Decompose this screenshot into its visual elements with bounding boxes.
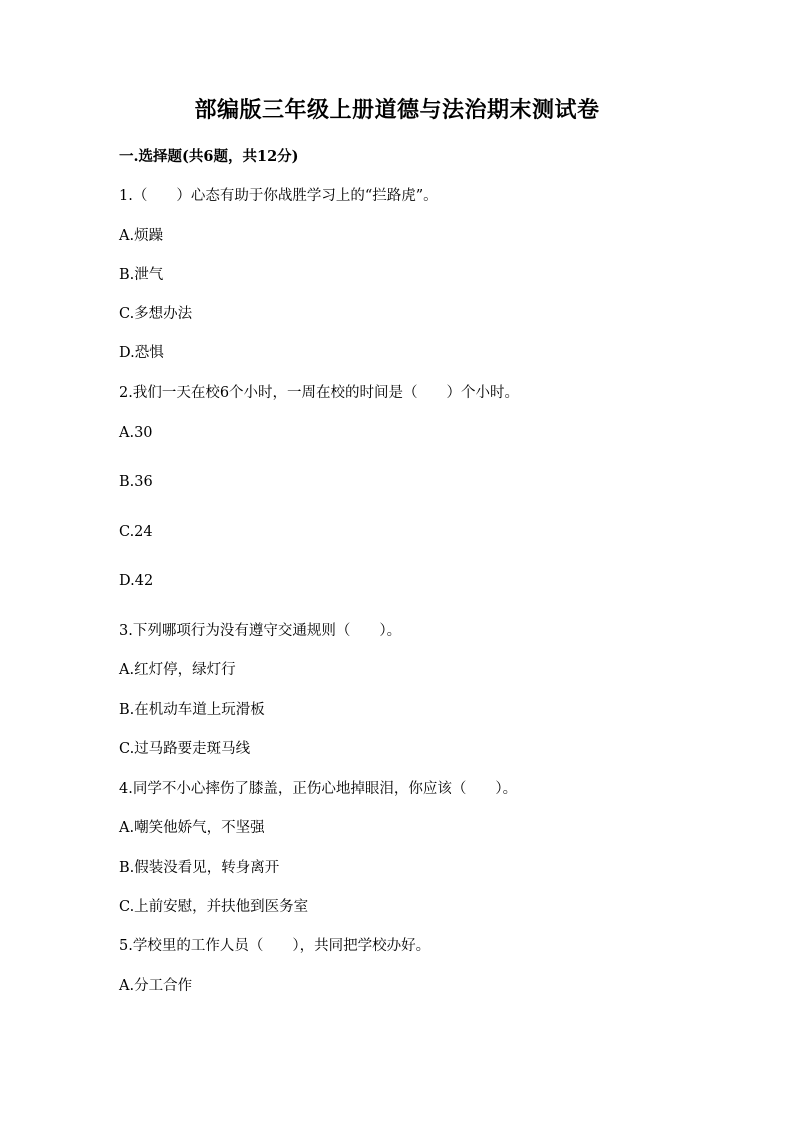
question-2-option-d: D.42 [119,573,154,589]
question-1-option-a: A.烦躁 [119,228,164,244]
question-3-stem: 3.下列哪项行为没有遵守交通规则（ ）。 [119,623,402,639]
question-2-option-b: B.36 [119,474,153,490]
question-1-stem: 1.（ ）心态有助于你战胜学习上的“拦路虎”。 [119,188,438,204]
question-4-stem: 4.同学不小心摔伤了膝盖，正伤心地掉眼泪，你应该（ ）。 [119,781,518,797]
question-5-option-a: A.分工合作 [119,978,193,994]
section-heading: 一.选择题(共6题，共12分) [119,148,299,165]
question-4-option-a: A.嘲笑他娇气，不坚强 [119,820,265,836]
question-4-option-c: C.上前安慰，并扶他到医务室 [119,899,309,915]
question-2-stem: 2.我们一天在校6个小时，一周在校的时间是（ ）个小时。 [119,385,520,401]
page-title: 部编版三年级上册道德与法治期末测试卷 [194,97,600,123]
question-3-option-b: B.在机动车道上玩滑板 [119,702,265,718]
question-1-option-c: C.多想办法 [119,306,193,322]
question-3-option-a: A.红灯停，绿灯行 [119,662,236,678]
question-2-option-c: C.24 [119,524,153,540]
question-1-option-b: B.泄气 [119,267,164,283]
question-1-option-d: D.恐惧 [119,345,164,361]
question-4-option-b: B.假装没看见，转身离开 [119,860,280,876]
question-5-stem: 5.学校里的工作人员（ ），共同把学校办好。 [119,938,431,954]
question-3-option-c: C.过马路要走斑马线 [119,741,251,757]
question-2-option-a: A.30 [119,425,153,441]
